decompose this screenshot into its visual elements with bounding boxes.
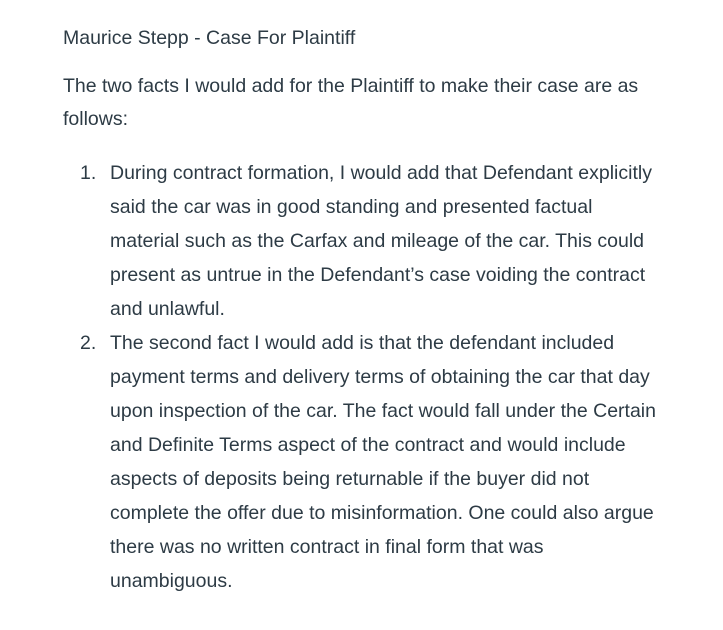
list-item-number: 2. bbox=[80, 332, 97, 354]
list-item-text: The second fact I would add is that the defendant included payment terms and delivery terms of obtaining the car that day upon inspection of the car. The fact would fall under the Certain and Definite Terms aspect of the contract and would include aspects of deposits being returnable if the buyer did not complete the offer due to misinformation. One could also argue there was no written contract in final form that was unambiguous. bbox=[110, 332, 656, 592]
list-item bbox=[63, 326, 683, 598]
intro-paragraph: The two facts I would add for the Plaintiff to make their case are as follows: bbox=[63, 75, 639, 130]
list-item-text: During contract formation, I would add that Defendant explicitly said the car was in good standing and presented factual material such as the Carfax and mileage of the car. This could present as untrue in the Defendant’s case voiding the contract and unlawful. bbox=[110, 162, 652, 320]
document-title: Maurice Stepp - Case For Plaintiff bbox=[63, 27, 356, 49]
list-item bbox=[63, 156, 683, 326]
list-item-number: 1. bbox=[80, 162, 97, 184]
facts-list bbox=[63, 156, 683, 598]
